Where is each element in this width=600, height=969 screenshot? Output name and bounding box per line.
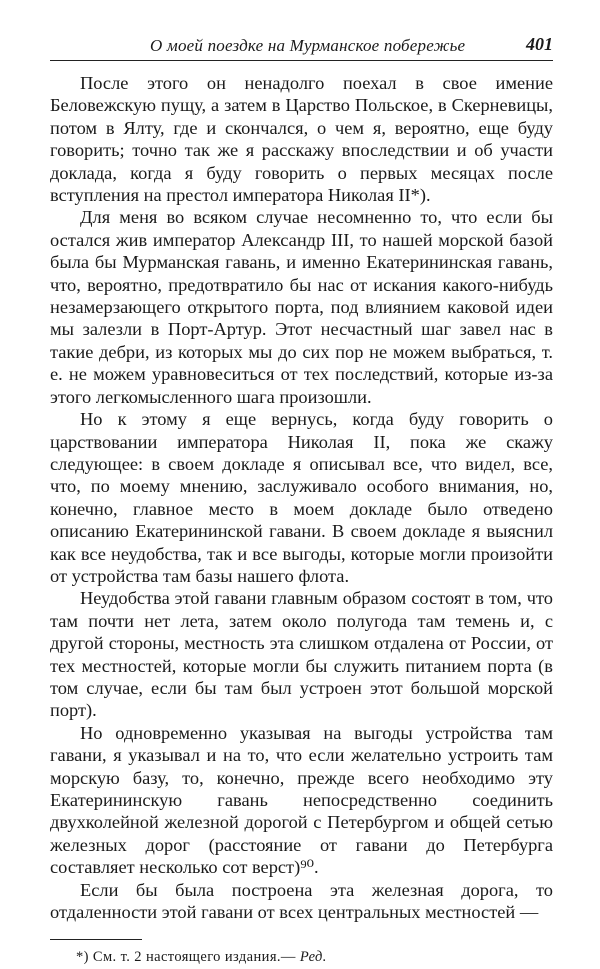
paragraph — [50, 879, 553, 924]
paragraph-text: Неудобства этой гавани главным образом состоят в том, что там почти нет лета, затем около полугода там темень и, с другой стороны, местность эта слишком отдалена от России, от тех местностей, которые могли бы служить питанием порта (в том случае, если бы там был устроен этот большой морской порт). — [50, 588, 553, 721]
body-text — [50, 72, 553, 923]
paragraph-text: После этого он ненадолго поехал в свое имение Беловежскую пущу, а затем в Царство Польское, в Скерневицы, потом в Ялту, где и скончался, о чем я, вероятно, еще буду говорить; точно так же я расскажу впоследствии и об участи доклада, когда я буду говорить о первых месяцах после вступления на престол императора Николая II — [50, 73, 553, 206]
paragraph — [50, 206, 553, 408]
paragraph-text: Но к этому я еще вернусь, когда буду говорить о царствовании императора Николая II, пока же скажу следующее: в своем докладе я описывал все, что видел, все, что, по моему мнению, заслуживало особого внимания, но, конечно, главное место в моем докладе было отведено описанию Екатерининской гавани. В своем докладе я выяснил как все неудобства, так и все выгоды, которые могли произойти от устройства там базы нашего флота. — [50, 409, 553, 586]
paragraph-text: Но одновременно указывая на выгоды устройства там гавани, я указывал и на то, что если желательно устроить там морскую базу, то, конечно, прежде всего необходимо эту Екатерининскую гавань непосредственно соединить двухколейной железной дорогой с Петербургом и общей сетью железных дорог (расстояние от гавани до Петербурга составляет несколько сот верст) — [50, 722, 553, 878]
paragraph — [50, 722, 553, 879]
endnote-reference: ⁹⁰. — [300, 857, 319, 878]
footnote-editor-mark: Ред. — [299, 949, 327, 966]
footnote-reference: *). — [410, 185, 431, 206]
footnote-divider — [50, 939, 142, 940]
paragraph — [50, 408, 553, 587]
running-title: О моей поездке на Мурманское побережье — [150, 36, 466, 55]
paragraph-text: Для меня во всяком случае несомненно то, что если бы остался жив император Александр III, то нашей морской базой была бы Мурманская гавань, и именно Екатерининская гавань, что, вероятно, предотвратило бы нас от искания какого-нибудь незамерзающего открытого порта, под влиянием каковой идеи мы залезли в Порт-Артур. Этот несчастный шаг завел нас в такие дебри, из которых мы до сих пор не можем выбраться, т. е. не можем уравновеситься от тех последствий, которые из-за этого легкомысленного шага произошли. — [50, 207, 553, 407]
footnote — [50, 948, 553, 966]
running-head — [50, 32, 553, 61]
paragraph — [50, 72, 553, 206]
page-number: 401 — [526, 34, 553, 54]
page — [50, 32, 553, 966]
paragraph — [50, 587, 553, 721]
footnote-text: *) См. т. 2 настоящего издания.— — [76, 949, 300, 966]
paragraph-text: Если бы была построена эта железная дорога, то отдаленности этой гавани от всех центральных местностей — — [50, 879, 553, 923]
